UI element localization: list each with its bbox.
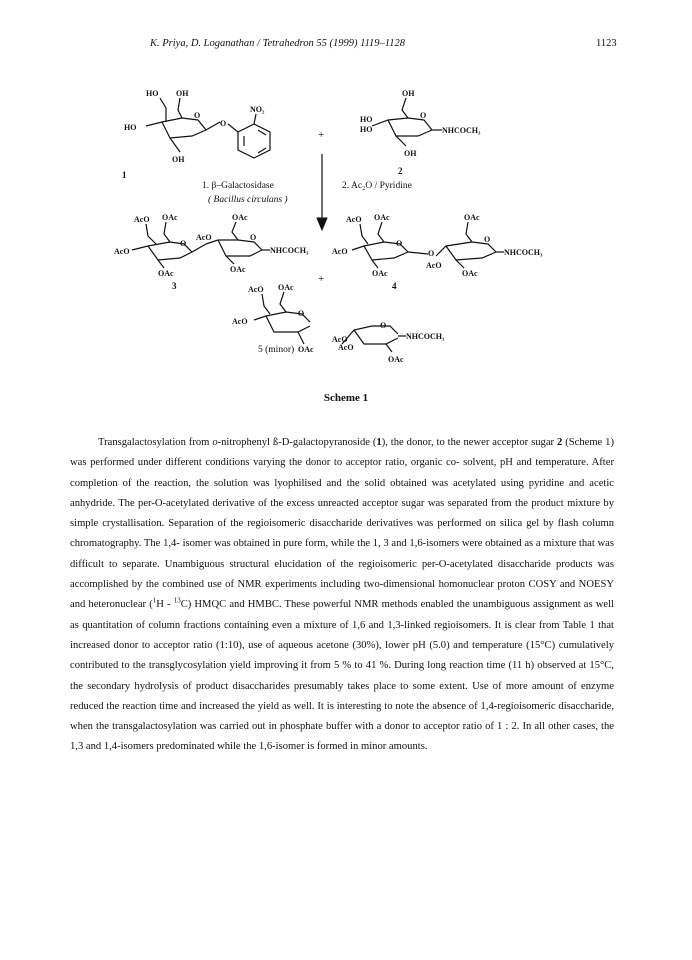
body-paragraph (70, 433, 614, 758)
c4-nhcoch3: NHCOCH₃ (504, 248, 543, 257)
compound-4-structure (332, 213, 543, 291)
c1-ho-b: HO (124, 123, 137, 132)
c5-aco-a: AcO (248, 285, 264, 294)
c3-aco-a: AcO (134, 215, 150, 224)
step-2-reagent: 2. Ac₂O / Pyridine (342, 181, 412, 191)
c1-o-link: O (220, 119, 227, 128)
c5-oac-a: OAc (278, 283, 294, 292)
c2-oh-c: OH (404, 149, 417, 158)
text-line-1: Transgalactosylation from o-nitrophenyl ß-D-galactopyranoside (1), the donor, to the newer acceptor (98, 437, 529, 448)
c2-oh-a: OH (402, 89, 415, 98)
reaction-scheme (110, 86, 580, 386)
c1-no2: NO₂ (250, 105, 265, 114)
page-number: 1123 (596, 38, 617, 49)
c1-oh-c: OH (172, 155, 185, 164)
c5-o-r1: O (298, 309, 305, 318)
text-line-16: enzyme reduced the reaction time and increased the yield as well. It is interesting to note the absence of (70, 680, 614, 712)
c5-oac-c: OAc (388, 355, 404, 364)
step-1-reagent: 1. β–Galactosidase (202, 181, 274, 191)
text-line-14: transglycosylation yield improving it from 5 % to 41 %. During long reaction time (11 h) observed at 15°C, the (70, 660, 614, 692)
c3-oac-b: OAc (232, 213, 248, 222)
compound-5-number: 5 (minor) (258, 345, 295, 355)
plus-sign-top: + (318, 129, 325, 141)
compound-2-number: 2 (398, 166, 403, 176)
c3-oac-c: OAc (158, 269, 174, 278)
c4-aco-b: AcO (332, 247, 348, 256)
c4-oac-d: OAc (462, 269, 478, 278)
text-line-9: products was accomplished by the combined use of NMR experiments including two-dimensional homonuclear (70, 558, 615, 591)
text-line-7: isomer was obtained in pure form, while the 1, 3 and 1,6-isomers were obtained as a mixture that was (182, 538, 614, 550)
c4-o-link: O (428, 249, 435, 258)
text-line-6: regioisomeric disaccharide derivatives was performed on silica gel by flash column chromatography. The 1,4- (70, 518, 614, 550)
running-head: K. Priya, D. Loganathan / Tetrahedron 55 (1999) 1119–1128 (150, 38, 406, 49)
c1-o-ring: O (194, 111, 201, 120)
compound-1-number: 1 (122, 170, 127, 180)
c4-aco-c: AcO (426, 261, 442, 270)
scheme-drawing (110, 86, 580, 386)
c3-oac-d: OAc (230, 265, 246, 274)
c3-aco-c: AcO (196, 233, 212, 242)
text-line-18: acceptor ratio of 1 : 2. In all other cases, the 1,3 and 1,4-isomers predominated while the 1,6-isomer is formed (70, 721, 614, 753)
compound-3-structure (114, 213, 309, 291)
c4-oac-a: OAc (374, 213, 390, 222)
c3-o-r2: O (250, 233, 257, 242)
plus-sign-bottom: + (318, 273, 325, 285)
text-line-15: secondary hydrolysis of product disaccharides presumably takes place to some extent. Use of more amount of (87, 680, 577, 692)
text-line-13: aqueous acetone (30%), lower pH (5.0) and temperature (15°C) cumulatively contributed to the (70, 639, 615, 672)
step-1-source: ( Bacillus circulans ) (208, 195, 288, 205)
c2-nhcoch3: NHCOCH₃ (442, 126, 481, 135)
text-line-11: enabled the unambiguous assignment as well as quantitation of column fractions containing even a mixture of (70, 599, 615, 631)
c5-nhcoch3: NHCOCH₃ (406, 332, 445, 341)
c1-oh-a: OH (176, 89, 189, 98)
compound-1-structure (122, 89, 270, 180)
c4-aco-a: AcO (346, 215, 362, 224)
c2-o-ring: O (420, 111, 427, 120)
scheme-caption: Scheme 1 (323, 392, 369, 404)
c4-oac-c: OAc (372, 269, 388, 278)
compound-2-structure (360, 89, 481, 176)
text-line-17: 1,4-regioisomeric disaccharide, when the transgalactosylation was carried out in phosphate buffer with a donor to (70, 700, 615, 733)
c2-ho-a: HO (360, 115, 373, 124)
compound-3-number: 3 (172, 281, 177, 291)
c2-ho-b: HO (360, 125, 373, 134)
text-line-2: sugar 2 (Scheme 1) was performed under different conditions varying the donor to acceptor ratio, organic co- (70, 437, 614, 469)
text-line-12: 1,6 and 1,3-linked regioisomers. It is clear from Table 1 that increased donor to acceptor ratio (1:10), use of (70, 619, 614, 651)
compound-5-structure (232, 283, 445, 364)
text-line-3: solvent, pH and temperature. After completion of the reaction, the solution was lyophilised and the solid (70, 457, 614, 489)
compound-4-number: 4 (392, 281, 397, 291)
c5-oac-b: OAc (298, 345, 314, 354)
c4-o-r2: O (484, 235, 491, 244)
text-line-10: proton COSY and NOESY and heteronuclear ($^1$H - $^{13}$C) HMQC and HMBC. These powerful NMR methods (70, 579, 614, 611)
c3-aco-b: AcO (114, 247, 130, 256)
c5-o-r2: O (380, 321, 387, 330)
c3-nhcoch3: NHCOCH₃ (270, 246, 309, 255)
c5-aco-c: AcO (332, 335, 348, 344)
c1-ho-a: HO (146, 89, 159, 98)
page-header (0, 38, 692, 54)
c5-aco-d: AcO (338, 343, 354, 352)
c4-oac-b: OAc (464, 213, 480, 222)
c3-o-r1: O (180, 239, 187, 248)
text-line-19: in minor amounts. (350, 741, 428, 753)
c5-aco-b: AcO (232, 317, 248, 326)
c3-oac-a: OAc (162, 213, 178, 222)
c4-o-r1: O (396, 239, 403, 248)
text-line-4: obtained was acetylated using pyridine and acetic anhydride. The per-O-acetylated derivative of the excess (70, 477, 615, 509)
text-line-5: unreacted acceptor sugar was separated from the product mixture by simple crystallisation. Separation of the (70, 497, 614, 530)
reaction-arrow (317, 154, 327, 230)
text-line-8: difficult to separate. Unambiguous structural elucidation of the regioisomeric per-O-acetylated disaccharide (70, 558, 551, 570)
